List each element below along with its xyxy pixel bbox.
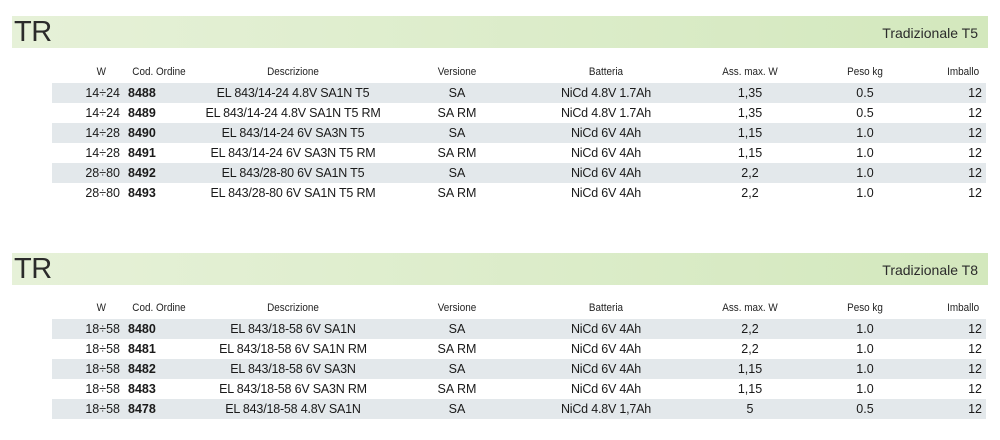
header-code: Cod. Ordine xyxy=(132,302,186,314)
cell-description: EL 843/18-58 6V SA3N RM xyxy=(219,382,367,396)
cell-imballo: 12 xyxy=(968,146,982,160)
cell-w: 28÷80 xyxy=(52,163,124,183)
table-row xyxy=(52,359,986,379)
table-header-row xyxy=(52,61,986,83)
table-row xyxy=(52,83,986,103)
cell-peso: 1.0 xyxy=(810,123,920,143)
cell-version: SA RM xyxy=(437,342,477,356)
section-header-band xyxy=(12,16,988,48)
cell-code: 8480 xyxy=(124,319,194,339)
cell-imballo: 12 xyxy=(920,83,986,103)
cell-version: SA xyxy=(392,123,522,143)
cell-imballo: 12 xyxy=(920,399,986,419)
header-peso: Peso kg xyxy=(847,302,883,314)
header-ass: Ass. max. W xyxy=(722,302,778,314)
section-subtitle: Tradizionale T8 xyxy=(882,262,978,278)
cell-version: SA xyxy=(392,399,522,419)
section-code: TR xyxy=(14,16,52,48)
table-row xyxy=(52,103,986,123)
cell-version: SA xyxy=(392,359,522,379)
cell-peso: 1.0 xyxy=(810,359,920,379)
cell-description: EL 843/14-24 6V SA3N T5 xyxy=(194,123,392,143)
cell-battery: NiCd 6V 4Ah xyxy=(570,186,642,200)
cell-imballo: 12 xyxy=(968,342,982,356)
header-w: W xyxy=(96,66,106,78)
cell-code: 8483 xyxy=(128,382,156,396)
cell-version: SA xyxy=(392,83,522,103)
cell-code: 8490 xyxy=(124,123,194,143)
header-battery: Batteria xyxy=(588,66,624,78)
cell-battery: NiCd 6V 4Ah xyxy=(570,146,642,160)
cell-ass-max: 1,15 xyxy=(690,123,810,143)
cell-w: 18÷58 xyxy=(85,382,120,396)
cell-peso: 1.0 xyxy=(856,146,874,160)
section-header-band xyxy=(12,253,988,285)
cell-version: SA xyxy=(392,319,522,339)
header-w: W xyxy=(96,302,106,314)
cell-version: SA RM xyxy=(437,106,477,120)
table-row xyxy=(52,379,986,399)
cell-imballo: 12 xyxy=(920,319,986,339)
cell-w: 14÷24 xyxy=(52,83,124,103)
header-code: Cod. Ordine xyxy=(132,66,186,78)
cell-battery: NiCd 6V 4Ah xyxy=(570,342,642,356)
cell-peso: 1.0 xyxy=(810,163,920,183)
section-t8 xyxy=(12,253,988,416)
table-row xyxy=(52,183,986,203)
cell-imballo: 12 xyxy=(920,163,986,183)
cell-ass-max: 2,2 xyxy=(741,186,759,200)
table-row xyxy=(52,339,986,359)
cell-description: EL 843/18-58 6V SA3N xyxy=(194,359,392,379)
cell-battery: NiCd 6V 4Ah xyxy=(522,319,690,339)
cell-ass-max: 2,2 xyxy=(690,163,810,183)
cell-code: 8482 xyxy=(124,359,194,379)
cell-ass-max: 2,2 xyxy=(690,319,810,339)
cell-description: EL 843/18-58 4.8V SA1N xyxy=(194,399,392,419)
cell-imballo: 12 xyxy=(920,123,986,143)
cell-imballo: 12 xyxy=(968,382,982,396)
product-table xyxy=(52,297,986,419)
cell-w: 14÷28 xyxy=(52,123,124,143)
section-t5 xyxy=(12,16,988,200)
cell-w: 18÷58 xyxy=(52,319,124,339)
cell-code: 8492 xyxy=(124,163,194,183)
cell-w: 18÷58 xyxy=(85,342,120,356)
cell-peso: 1.0 xyxy=(810,319,920,339)
cell-ass-max: 1,15 xyxy=(690,359,810,379)
cell-battery: NiCd 6V 4Ah xyxy=(522,163,690,183)
table-row xyxy=(52,319,986,339)
cell-w: 14÷28 xyxy=(85,146,120,160)
header-imballo: Imballo xyxy=(947,66,980,78)
table-row xyxy=(52,143,986,163)
table-row xyxy=(52,399,986,419)
cell-description: EL 843/18-58 6V SA1N xyxy=(194,319,392,339)
cell-battery: NiCd 6V 4Ah xyxy=(522,359,690,379)
cell-code: 8491 xyxy=(128,146,156,160)
cell-ass-max: 1,15 xyxy=(737,146,763,160)
cell-version: SA RM xyxy=(437,186,477,200)
cell-peso: 1.0 xyxy=(856,382,874,396)
header-desc: Descrizione xyxy=(267,66,319,78)
cell-battery: NiCd 4.8V 1.7Ah xyxy=(560,106,652,120)
cell-battery: NiCd 4.8V 1.7Ah xyxy=(522,83,690,103)
header-peso: Peso kg xyxy=(847,66,883,78)
cell-battery: NiCd 4.8V 1,7Ah xyxy=(522,399,690,419)
cell-peso: 0.5 xyxy=(810,399,920,419)
section-code: TR xyxy=(14,253,52,285)
cell-code: 8493 xyxy=(128,186,156,200)
cell-description: EL 843/28-80 6V SA1N T5 xyxy=(194,163,392,183)
cell-version: SA xyxy=(392,163,522,183)
table-row xyxy=(52,163,986,183)
cell-battery: NiCd 6V 4Ah xyxy=(522,123,690,143)
cell-ass-max: 1,35 xyxy=(737,106,763,120)
cell-ass-max: 5 xyxy=(690,399,810,419)
cell-w: 14÷24 xyxy=(85,106,120,120)
cell-description: EL 843/28-80 6V SA1N T5 RM xyxy=(210,186,376,200)
header-imballo: Imballo xyxy=(947,302,980,314)
cell-description: EL 843/14-24 4.8V SA1N T5 RM xyxy=(205,106,381,120)
cell-ass-max: 2,2 xyxy=(741,342,759,356)
cell-peso: 1.0 xyxy=(856,342,874,356)
cell-description: EL 843/14-24 4.8V SA1N T5 xyxy=(194,83,392,103)
cell-version: SA RM xyxy=(437,382,477,396)
cell-peso: 0.5 xyxy=(856,106,874,120)
cell-description: EL 843/18-58 6V SA1N RM xyxy=(219,342,367,356)
section-subtitle: Tradizionale T5 xyxy=(882,25,978,41)
table-row xyxy=(52,123,986,143)
cell-code: 8481 xyxy=(128,342,156,356)
cell-ass-max: 1,35 xyxy=(690,83,810,103)
header-version: Versione xyxy=(437,302,477,314)
cell-code: 8489 xyxy=(128,106,156,120)
header-battery: Batteria xyxy=(588,302,624,314)
cell-ass-max: 1,15 xyxy=(737,382,763,396)
cell-w: 18÷58 xyxy=(52,359,124,379)
header-version: Versione xyxy=(437,66,477,78)
header-ass: Ass. max. W xyxy=(722,66,778,78)
cell-code: 8488 xyxy=(124,83,194,103)
cell-battery: NiCd 6V 4Ah xyxy=(570,382,642,396)
header-desc: Descrizione xyxy=(267,302,319,314)
cell-peso: 1.0 xyxy=(856,186,874,200)
cell-imballo: 12 xyxy=(968,106,982,120)
cell-code: 8478 xyxy=(124,399,194,419)
cell-description: EL 843/14-24 6V SA3N T5 RM xyxy=(210,146,376,160)
product-table xyxy=(52,61,986,203)
cell-version: SA RM xyxy=(437,146,477,160)
cell-w: 18÷58 xyxy=(52,399,124,419)
cell-imballo: 12 xyxy=(920,359,986,379)
table-header-row xyxy=(52,297,986,319)
cell-w: 28÷80 xyxy=(85,186,120,200)
cell-peso: 0.5 xyxy=(810,83,920,103)
cell-imballo: 12 xyxy=(968,186,982,200)
